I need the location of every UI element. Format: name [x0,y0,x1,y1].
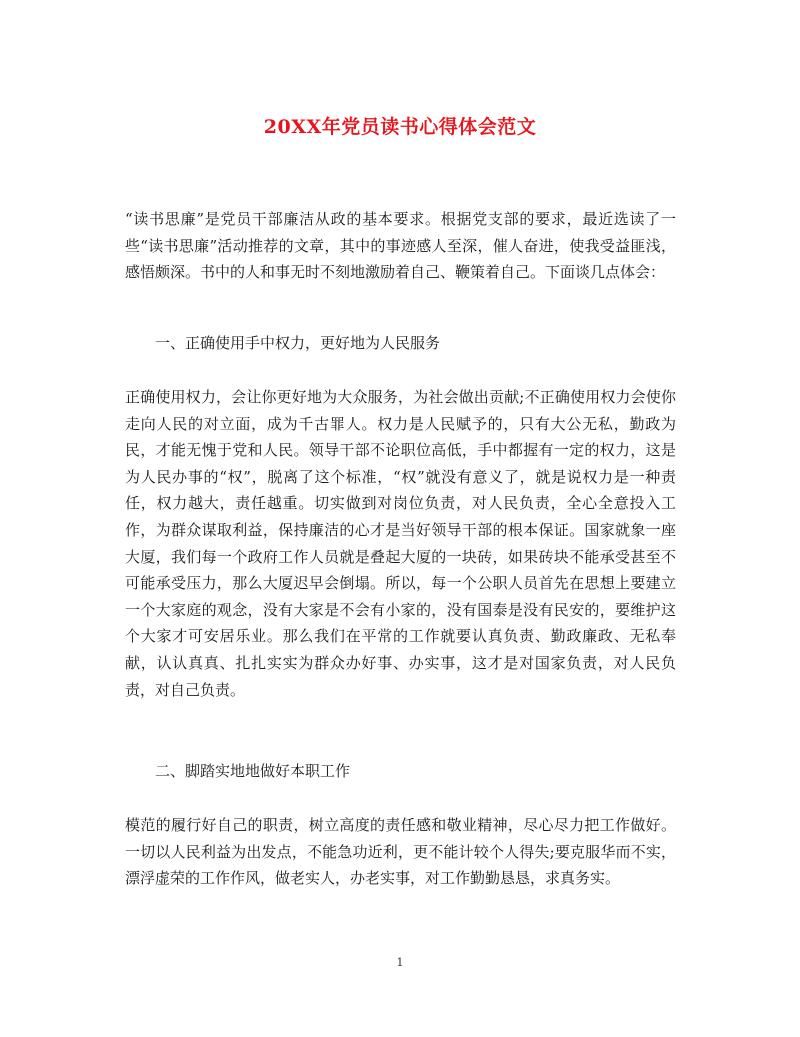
section-heading-1: 一、正确使用手中权力，更好地为人民服务 [155,334,441,352]
page-number: 1 [396,956,404,969]
intro-paragraph: “读书思廉”是党员干部廉洁从政的基本要求。根据党支部的要求，最近选读了一些“读书思廉”活动推荐的文章，其中的事迹感人至深，催人奋进，使我受益匪浅，感悟颇深。书中的人和事无时不刻地激励着自己、鞭策着自己。下面谈几点体会： [125,210,676,282]
section-body-1: 正确使用权力，会让你更好地为大众服务，为社会做出贡献;不正确使用权力会使你走向人民的对立面，成为千古罪人。权力是人民赋予的，只有大公无私，勤政为民，才能无愧于党和人民。领导干部不论职位高低，手中都握有一定的权力，这是为人民办事的“权”，脱离了这个标准，“权”就没有意义了，就是说权力是一种责任，权力越大，责任越重。切实做到对岗位负责，对人民负责，全心全意投入工作，为群众谋取利益，保持廉洁的心才是当好领导干部的根本保证。国家就象一座大厦，我们每一个政府工作人员就是叠起大厦的一块砖，如果砖块不能承受甚至不可能承受压力，那么大厦迟早会倒塌。所以，每一个公职人员首先在思想上要建立一个大家庭的观念，没有大家是不会有小家的，没有国泰是没有民安的，要维护这个大家才可安居乐业。那么我们在平常的工作就要认真负责、勤政廉政、无私奉献，认认真真、扎扎实实为群众办好事、办实事，这才是对国家负责，对人民负责，对自己负责。 [125,388,676,699]
section-heading-2: 二、脚踏实地地做好本职工作 [155,762,351,780]
document-title: 20XX年党员读书心得体会范文 [263,116,537,138]
section-body-2: 模范的履行好自己的职责，树立高度的责任感和敬业精神，尽心尽力把工作做好。一切以人民利益为出发点，不能急功近利，更不能计较个人得失;要克服华而不实，漂浮虚荣的工作作风，做老实人，办老实事，对工作勤勤恳恳，求真务实。 [125,816,676,888]
